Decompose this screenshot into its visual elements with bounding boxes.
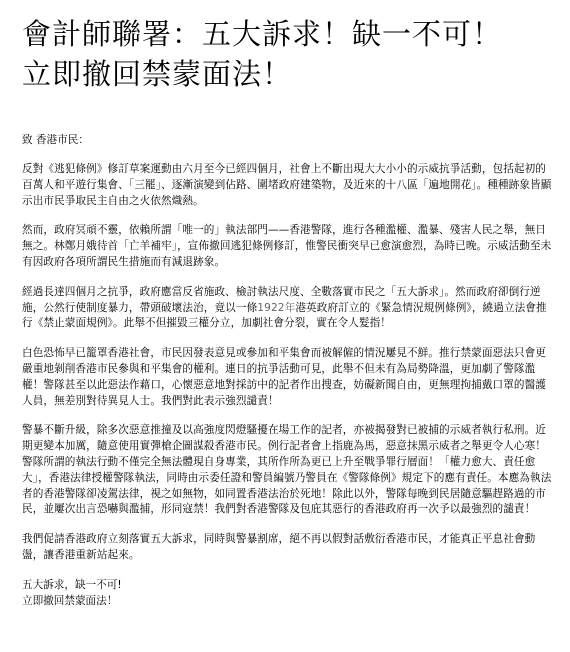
paragraph-3 — [22, 285, 552, 332]
paragraph-1: 反對《逃犯條例》修訂草案運動由六月至今已經四個月，社會上不斷出現大大小小的示威抗爭活動，包括起初的百萬人和平遊行集會、「三罷」、逐漸演變到佔路、圍堵政府建築物，及近來的十八區「遍地開花」。種種跡象皆顯示出市民爭取民主自由之火依然熾熱。 — [22, 163, 552, 207]
greeting: 致 香港市民： — [22, 134, 89, 146]
closing — [22, 578, 552, 610]
paragraph-4: 白色恐怖早已籠罩香港社會，市民因發表意見或參加和平集會而被解僱的情況屢見不鮮。推行禁蒙面惡法只會更嚴重地剝削香港市民參與和平集會的權利。連日的抗爭活動可見，此舉不但未有為局勢降溫，更加劇了警隊濫權！警隊甚至以此惡法作藉口，心懷惡意地對採訪中的記者作出搜查，妨礙新聞自由，更無理拘捕戴口罩的醫護人員，無差別對待異見人士。我們對此表示強烈譴責！ — [22, 347, 546, 407]
title-line-2: 立即撤回禁蒙面法！ — [22, 57, 293, 91]
paragraph-3-part-2: 港英政府訂立的《緊急情況規例條例》，繞過立法會推行《禁止蒙面規例》。此舉不但摧毀三權分立，加劇社會分裂，實在令人髮指！ — [22, 301, 547, 330]
title-line-1: 會計師聯署：五大訴求！缺一不可！ — [22, 17, 503, 51]
paragraph-3-part-1: 經過長達四個月之抗爭，政府應當反省施政、檢討執法尺度、全數落實市民之「五大訴求」。然而政府卻倒行逆施，公然行使制度暴力，帶頭破壞法治，竟以一條 — [22, 285, 541, 314]
closing-line-1: 五大訴求，缺一不可! — [22, 578, 122, 591]
paragraph-5: 警暴不斷升級，除多次惡意推撞及以高強度閃燈騷擾在場工作的記者，亦被揭發對已被捕的示威者執行私刑。近期更變本加厲，隨意使用實彈槍企圖謀殺香港市民。例行記者會上指鹿為馬，惡意抹黑示威者之舉更令人心寒！警隊所謂的執法行動不僅完全無法體現自身專業，其所作所為更已上升至戰爭罪行層面！「權力愈大、責任愈大」，香港法律授權警隊執法，同時由示委任證和警員編號乃警員在《警隊條例》規定下的應有責任。本應為執法者的香港警隊卻凌駕法律，視之如無物，如同置香港法治於死地！除此以外，警隊每晚到民居隨意驅趕路過的市民，並屢次出言恐嚇與濫捕，形同寇禁！我們對香港警隊及包庇其惡行的香港政府再一次予以最強烈的譴責！ — [22, 424, 552, 516]
year-1922: 1922年 — [257, 301, 296, 314]
letter-title — [22, 14, 552, 94]
closing-line-2: 立即撤回禁蒙面法！ — [22, 594, 118, 607]
paragraph-2: 然而，政府冥頑不靈，依賴所謂「唯一的」執法部門——香港警隊，進行各種濫權、濫暴、殘害人民之舉，無日無之。林鄭月娥待首「亡羊補牢」，宣佈撤回逃犯條例修訂，惟警民衝突早已愈演愈烈，為時已晚。示威活動至未有因政府各項所謂民生措施而有減退跡象。 — [22, 224, 552, 268]
paragraph-6: 我們促請香港政府立刻落實五大訴求，同時與警暴割席，絕不再以假對話敷衍香港市民，才能真正平息社會動盪，讓香港重新站起來。 — [22, 533, 536, 561]
